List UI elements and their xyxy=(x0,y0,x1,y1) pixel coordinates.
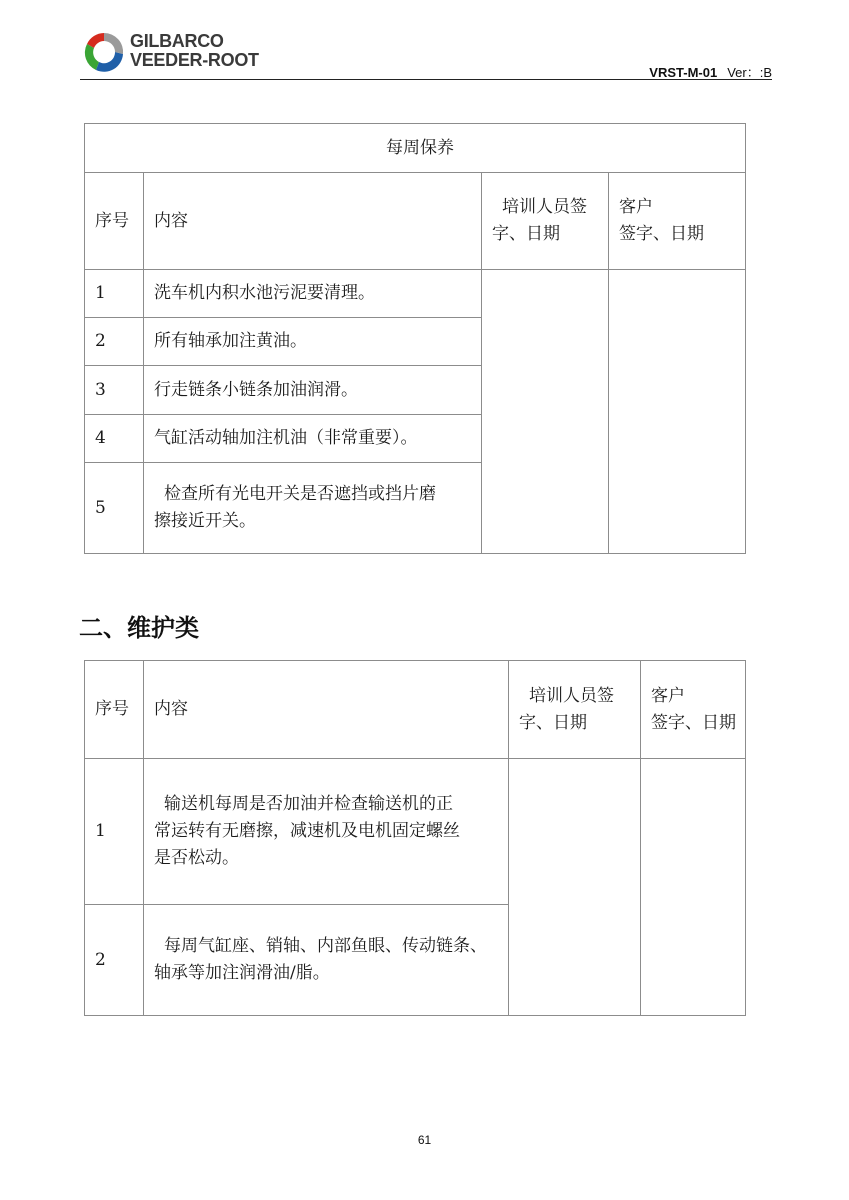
logo-line-1: GILBARCO xyxy=(130,31,224,51)
page-number: 61 xyxy=(417,1133,432,1147)
row-number: 2 xyxy=(85,905,144,1016)
row-content-line-2: 常运转有无磨擦，减速机及电机固定螺丝 xyxy=(154,821,460,841)
row-content: 所有轴承加注黄油。 xyxy=(144,318,482,366)
maintenance-table xyxy=(84,660,746,1016)
trainer-signature-line-2: 字、日期 xyxy=(492,224,560,244)
customer-signature-line-1: 客户 xyxy=(651,685,685,706)
row-number: 4 xyxy=(85,415,144,463)
customer-signature-line-1: 客户 xyxy=(619,197,653,217)
col-header-content: 内容 xyxy=(144,173,482,270)
col-header-customer-signature xyxy=(641,661,746,759)
row-number: 2 xyxy=(85,318,144,366)
trainer-signature-cell[interactable] xyxy=(482,270,609,554)
row-number: 3 xyxy=(85,366,144,415)
customer-signature-cell[interactable] xyxy=(609,270,746,554)
weekly-table-title: 每周保养 xyxy=(85,124,746,173)
row-content-line-1: 输送机每周是否加油并检查输送机的正 xyxy=(164,794,453,814)
row-content: 洗车机内积水池污泥要清理。 xyxy=(144,270,482,318)
row-content-line-2: 擦接近开关。 xyxy=(154,511,256,531)
col-header-trainer-signature xyxy=(509,661,641,759)
row-number: 5 xyxy=(85,463,144,554)
trainer-signature-line-1: 培训人员签 xyxy=(529,685,614,706)
trainer-signature-line-1: 培训人员签 xyxy=(502,197,587,217)
row-content: 行走链条小链条加油润滑。 xyxy=(144,366,482,415)
weekly-maintenance-table xyxy=(84,123,746,554)
section-heading-maintenance: 二、维护类 xyxy=(79,614,199,642)
row-number: 1 xyxy=(85,270,144,318)
table-row xyxy=(85,759,746,905)
row-content xyxy=(144,463,482,554)
trainer-signature-cell[interactable] xyxy=(509,759,641,1016)
header-divider xyxy=(80,79,772,80)
customer-signature-line-2: 签字、日期 xyxy=(619,224,704,244)
table-row xyxy=(85,270,746,318)
row-content-line-2: 轴承等加注润滑油/脂。 xyxy=(154,963,330,983)
col-header-num: 序号 xyxy=(85,173,144,270)
document-id: VRST-M-01 xyxy=(649,65,718,80)
col-header-num: 序号 xyxy=(85,661,144,759)
row-number: 1 xyxy=(85,759,144,905)
trainer-signature-line-2: 字、日期 xyxy=(519,712,587,733)
company-logo xyxy=(82,30,282,76)
gilbarco-logo-icon xyxy=(82,30,126,74)
maintenance-header-row xyxy=(85,661,746,759)
customer-signature-line-2: 签字、日期 xyxy=(651,712,736,733)
document-version: Ver：:B xyxy=(727,65,772,80)
col-header-trainer-signature xyxy=(482,173,609,270)
row-content xyxy=(144,759,509,905)
row-content xyxy=(144,905,509,1016)
col-header-content: 内容 xyxy=(144,661,509,759)
row-content-line-1: 检查所有光电开关是否遮挡或挡片磨 xyxy=(164,484,436,504)
logo-wordmark xyxy=(130,32,259,70)
weekly-header-row xyxy=(85,173,746,270)
row-content-line-1: 每周气缸座、销轴、内部鱼眼、传动链条、 xyxy=(164,936,487,956)
col-header-customer-signature xyxy=(609,173,746,270)
logo-line-2: VEEDER-ROOT xyxy=(130,50,259,70)
row-content-line-3: 是否松动。 xyxy=(154,848,239,868)
customer-signature-cell[interactable] xyxy=(641,759,746,1016)
row-content: 气缸活动轴加注机油（非常重要）。 xyxy=(144,415,482,463)
page-header xyxy=(0,0,849,82)
